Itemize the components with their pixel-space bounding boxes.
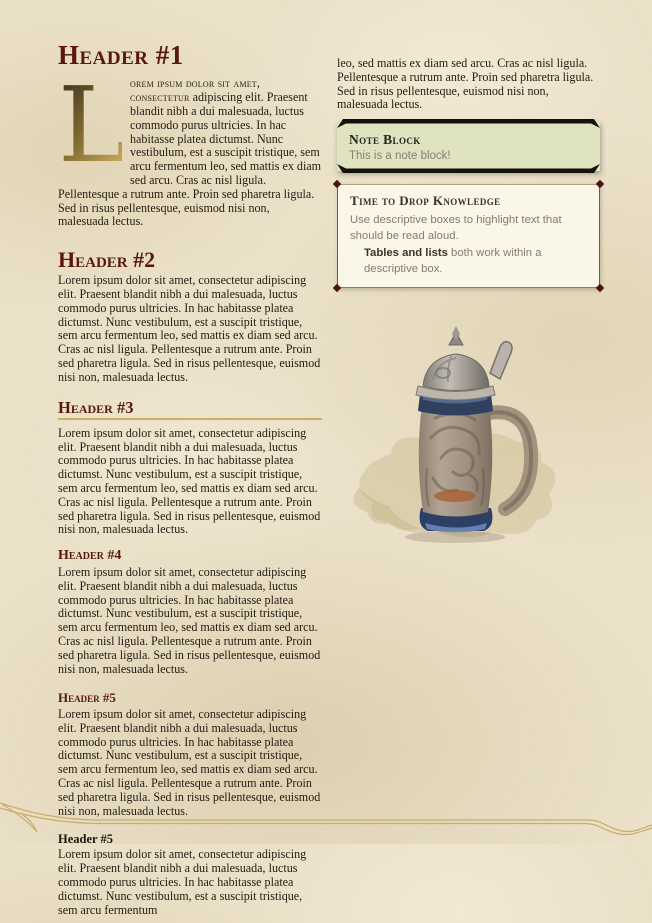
section-header-2: Header #2 bbox=[58, 247, 156, 273]
paragraph-1 bbox=[58, 64, 322, 229]
section-header-1: Header #1 bbox=[58, 40, 184, 70]
paragraph-4: Lorem ipsum dolor sit amet, consectetur adipiscing elit. Praesent blandit nibh a dui malesuada, luctus commodo purus ultricies. In hac habitasse platea dictumst. Nunc vestibulum, est a suscipit tristique, sem arcu fermentum leo, sed mattis ex diam sed arcu. Cras ac nisl ligula. Pellentesque a rutrum ante. Proin sed pharetra ligula. Sed in risus pellentesque, euismod nisi non, malesuada lectus. bbox=[58, 564, 321, 676]
note-banner-bottom bbox=[337, 164, 600, 173]
left-column bbox=[58, 41, 322, 923]
section-header-3: Header #3 bbox=[58, 399, 322, 420]
paragraph-1-rest: adipiscing elit. Praesent blandit nibh a dui malesuada, luctus commodo purus ultricies. In hac habitasse platea dictumst. Nunc vestibulum, est a suscipit tristique, sem arcu fermentum leo, sed mattis ex diam sed arcu. Cras ac nisl ligula. Pellentesque a rutrum ante. Proin sed pharetra ligula. Sed in risus pellentesque, euismod nisi non, malesuada lectus. bbox=[58, 90, 322, 229]
note-block bbox=[337, 121, 600, 171]
beer-stein-illustration bbox=[337, 318, 600, 550]
note-block-title: Note Block bbox=[349, 132, 421, 148]
descriptive-box-line2 bbox=[350, 245, 587, 277]
dropcap-letter: L bbox=[58, 64, 128, 187]
paragraph-2: Lorem ipsum dolor sit amet, consectetur adipiscing elit. Praesent blandit nibh a dui malesuada, luctus commodo purus ultricies. In hac habitasse platea dictumst. Nunc vestibulum, est a suscipit tristique, sem arcu fermentum leo, sed mattis ex diam sed arcu. Cras ac nisl ligula. Pellentesque a rutrum ante. Proin sed pharetra ligula. Sed in risus pellentesque, euismod nisi non, malesuada lectus. bbox=[58, 273, 321, 384]
paragraph-6: Lorem ipsum dolor sit amet, consectetur adipiscing elit. Praesent blandit nibh a dui malesuada, luctus commodo purus ultricies. In hac habitasse platea dictumst. Nunc vestibulum, est a suscipit tristique, sem arcu fermentum bbox=[58, 847, 307, 917]
descriptive-box-line2-rest: both work within a descriptive box. bbox=[364, 247, 542, 276]
paragraph-1-lead: orem ipsum dolor sit amet, consectetur bbox=[130, 76, 261, 105]
section-header-6: Header #5 bbox=[58, 832, 113, 847]
descriptive-box-bold-lead: Tables and lists bbox=[364, 247, 448, 260]
paragraph-5: Lorem ipsum dolor sit amet, consectetur adipiscing elit. Praesent blandit nibh a dui malesuada, luctus commodo purus ultricies. In hac habitasse platea dictumst. Nunc vestibulum, est a suscipit tristique, sem arcu fermentum leo, sed mattis ex diam sed arcu. Cras ac nisl ligula. Pellentesque a rutrum ante. Proin sed pharetra ligula. Sed in risus pellentesque, euismod nisi non, malesuada lectus. bbox=[58, 706, 321, 818]
right-column bbox=[337, 57, 600, 550]
corner-diamond-icon bbox=[333, 284, 341, 292]
note-block-body: This is a note block! bbox=[349, 150, 451, 163]
paragraph-continued: leo, sed mattis ex diam sed arcu. Cras ac nisl ligula. Pellentesque a rutrum ante. Proin sed pharetra ligula. Sed in risus pellentesque, euismod nisi non, malesuada lectus. bbox=[337, 56, 594, 112]
descriptive-box-line1: Use descriptive boxes to highlight text that should be read aloud. bbox=[350, 213, 562, 242]
section-header-4: Header #4 bbox=[58, 548, 122, 564]
corner-diamond-icon bbox=[596, 180, 604, 188]
section-header-5: Header #5 bbox=[58, 690, 116, 706]
corner-diamond-icon bbox=[596, 284, 604, 292]
note-banner-top bbox=[337, 119, 600, 128]
paragraph-3: Lorem ipsum dolor sit amet, consectetur adipiscing elit. Praesent blandit nibh a dui malesuada, luctus commodo purus ultricies. In hac habitasse platea dictumst. Nunc vestibulum, est a suscipit tristique, sem arcu fermentum leo, sed mattis ex diam sed arcu. Cras ac nisl ligula. Pellentesque a rutrum ante. Proin sed pharetra ligula. Sed in risus pellentesque, euismod nisi non, malesuada lectus. bbox=[58, 425, 321, 537]
beer-stein-image bbox=[337, 318, 600, 550]
descriptive-box bbox=[337, 184, 600, 288]
corner-diamond-icon bbox=[333, 180, 341, 188]
descriptive-box-title: Time to Drop Knowledge bbox=[350, 193, 501, 209]
